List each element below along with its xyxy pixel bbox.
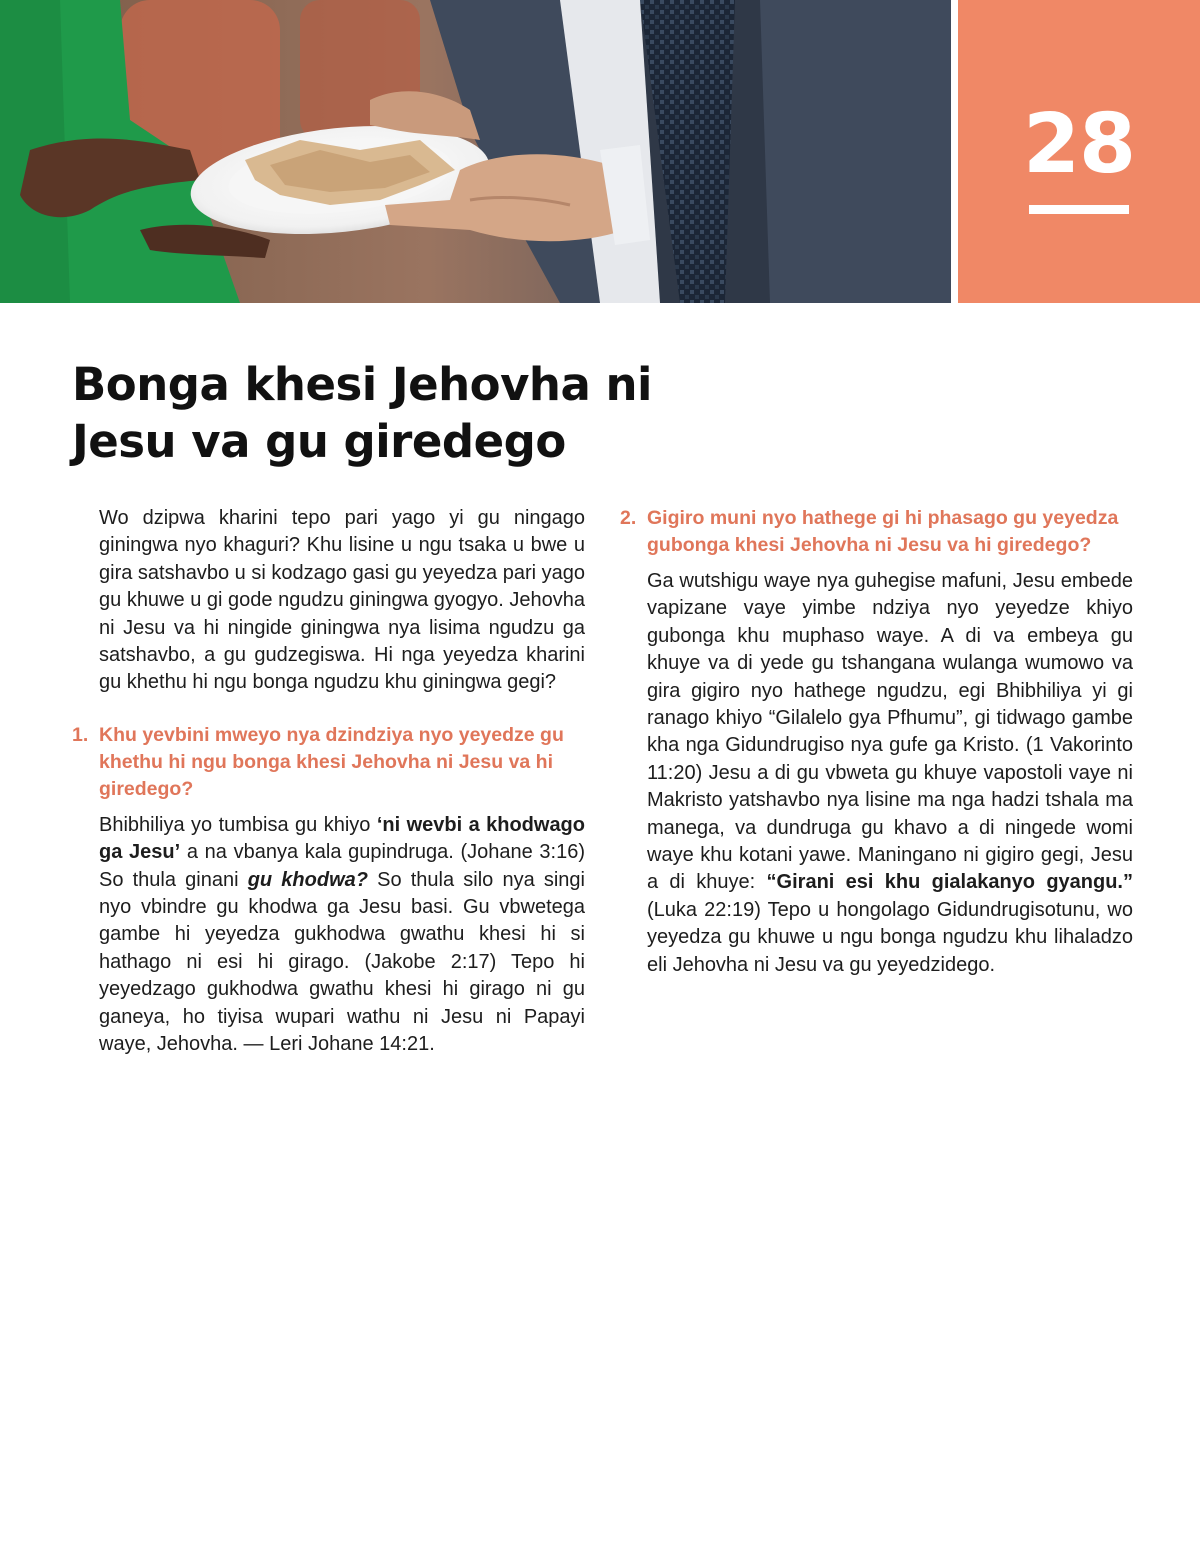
lesson-number: 28 [1022,97,1136,192]
right-column [620,505,1133,979]
answer-1-emphasis-quote: ‘ni wevbi a khodwago ga Jesu’ [99,813,585,864]
answer-2-paragraph [647,568,1133,979]
hero-photo [0,0,951,303]
answer-1-emphasis-question: gu khodwa? [247,868,368,891]
answer-2-text-b: (Luka 22:19) Tepo u hongolago Gidundrugisotunu, wo yeyedza gu khuwe u ngu bonga ngudzu khu lihaladzo eli Jehovha ni Jesu va gu yeyedzidego. [647,898,1133,976]
left-column [72,505,585,1059]
lesson-title [72,356,712,470]
answer-2-emphasis-quote: “Girani esi khu gialakanyo gyangu.” [766,871,1133,894]
question-1-text: Khu yevbini mweyo nya dzindziya nyo yeyedze gu khethu hi ngu bonga khesi Jehovha ni Jesu va hi giredego? [99,723,564,800]
lesson-number-underline [1029,205,1129,214]
title-line-2: Jesu va gu giredego [72,415,566,468]
title-line-1: Bonga khesi Jehovha ni [72,358,652,411]
question-2-text: Gigiro muni nyo hathege gi hi phasago gu yeyedza gubonga khesi Jehovha ni Jesu va hi giredego? [647,507,1119,556]
answer-2-text-a: Ga wutshigu waye nya guhegise mafuni, Jesu embede vapizane vaye yimbe ndziya nyo yeyedze khiyo gubonga khu muphaso waye. A di va embeya gu khuye va di yede gu tshangana wulanga wumowo va gira gigiro nyo hathege ngudzu, egi Bhibhiliya yi gi ranago khiyo “Gilalelo gya Pfhumu”, gi tidwago gambe kha nga Gidundrugiso nya gufe ga Kristo. (1 Vakorinto 11:20) Jesu a di gu vbweta gu khuye vapostoli vaye ni Makristo yatshavbo nya lisine ma nga hadzi tshala ma manega, va dundruga gu khavo a di ningede womi waye khu kotani yawe. Maningano ni gigiro gegi, Jesu a di khuye: [647,570,1133,894]
question-2 [620,505,1133,559]
intro-paragraph: Wo dzipwa kharini tepo pari yago yi gu ningago giningwa nyo khaguri? Khu lisine u ngu tsaka u bwe u gira satshavbo u si kodzago gasi gu yeyedza pari yago gu khuwe u gi gode ngudzu giningwa gyogyo. Jehovha ni Jesu va hi ningide giningwa nya lisima ngudzu ga satshavbo, a gu gudzegiswa. Hi nga yeyedza kharini gu khethu hi ngu bonga ngudzu khu giningwa gegi? [99,507,585,694]
answer-1-text-c: So thula silo nya singi nyo vbindre gu khodwa ga Jesu basi. Gu vbwetega gambe hi yeyedza gukhodwa gwathu khesi hi si hathago ni esi hi girago. (Jakobe 2:17) Tepo hi yeyedzago gukhodwa gwathu khesi hi girago ni gu ganeya, ho tiyisa wupari wathu ni Jesu ni Papayi waye, Jehovha. — Leri Johane 14:21. [99,868,585,1056]
answer-1-text-b: a na vbanya kala gupindruga. (Johane 3:16) So thula ginani [99,841,585,891]
lesson-number-box [958,0,1200,303]
answer-1-text-a: Bhibhiliya yo tumbisa gu khiyo [99,813,377,836]
question-1 [72,722,585,803]
answer-1-paragraph [99,812,585,1059]
question-1-number: 1. [72,723,89,746]
question-2-number: 2. [620,507,637,529]
